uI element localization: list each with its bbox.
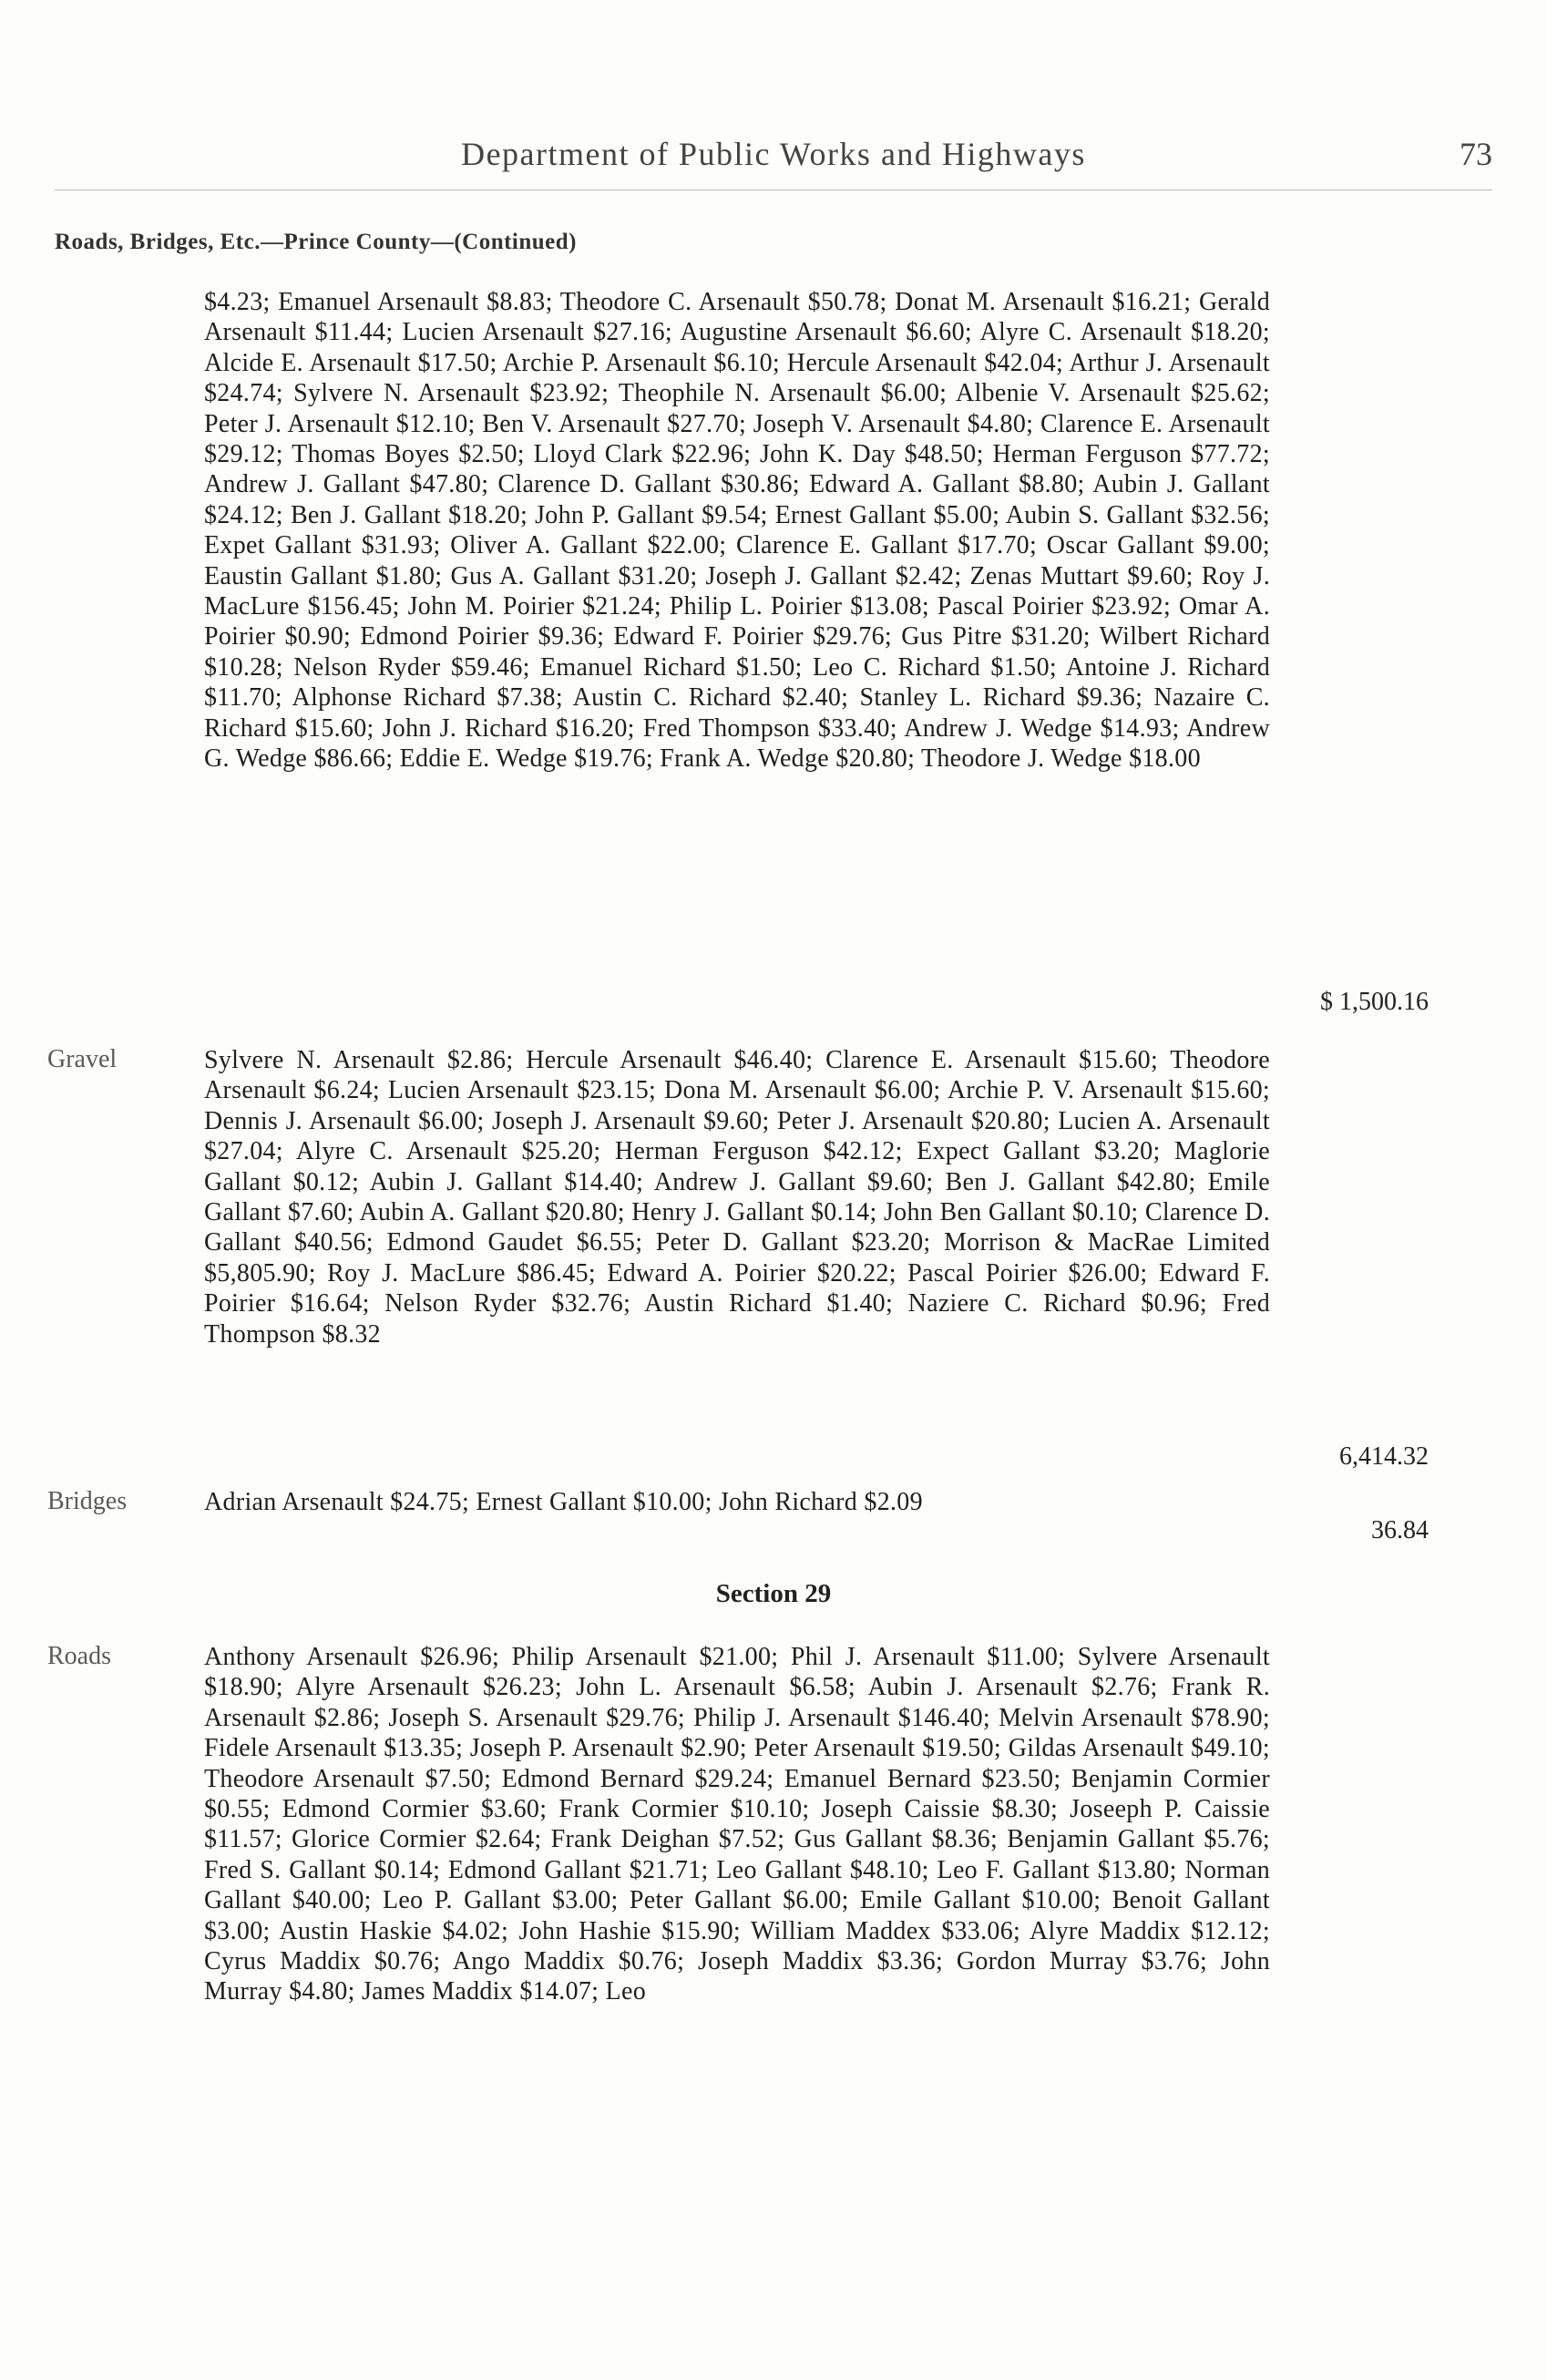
entry-body: Adrian Arsenault $24.75; Ernest Gallant $10.00; John Richard $2.09 [204,1488,923,1516]
page-number: 73 [1460,136,1492,172]
section-heading: Section 29 [715,1579,832,1608]
entry-label: Bridges [47,1487,128,1515]
continued-heading: Roads, Bridges, Etc.—Prince County—(Continued) [55,230,578,254]
entry-body: Anthony Arsenault $26.96; Philip Arsenault $21.00; Phil J. Arsenault $11.00; Sylvere Arsenault $18.90; Alyre Arsenault $26.23; John L. Arsenault $6.58; Aubin J. Arsenault $2.76; Frank R. Arsenault $2.86; Joseph S. Arsenault $29.76; Philip J. Arsenault $146.40; Melvin Arsenault $78.90; Fidele Arsenault $13.35; Joseph P. Arsenault $2.90; Peter Arsenault $19.50; Gildas Arsenault $49.10; Theodore Arsenault $7.50; Edmond Bernard $29.24; Emanuel Bernard $23.50; Benjamin Cormier $0.55; Edmond Cormier $3.60; Frank Cormier $10.10; Joseph Caissie $8.30; Joseeph P. Caissie $11.57; Glorice Cormier $2.64; Frank Deighan $7.52; Gus Gallant $8.36; Benjamin Gallant $5.76; Fred S. Gallant $0.14; Edmond Gallant $21.71; Leo Gallant $48.10; Leo F. Gallant $13.80; Norman Gallant $40.00; Leo P. Gallant $3.00; Peter Gallant $6.00; Emile Gallant $10.00; Benoit Gallant $3.00; Austin Haskie $4.02; John Hashie $15.90; William Maddex $33.06; Alyre Maddix $12.12; Cyrus Maddix $0.76; Ango Maddix $0.76; Joseph Maddix $3.36; Gordon Murray $3.76; John Murray $4.80; James Maddix $14.07; Leo [204,1643,1270,2006]
entry-body: $4.23; Emanuel Arsenault $8.83; Theodore C. Arsenault $50.78; Donat M. Arsenault $16.21; Gerald Arsenault $11.44; Lucien Arsenault $27.16; Augustine Arsenault $6.60; Alyre C. Arsenault $18.20; Alcide E. Arsenault $17.50; Archie P. Arsenault $6.10; Hercule Arsenault $42.04; Arthur J. Arsenault $24.74; Sylvere N. Arsenault $23.92; Theophile N. Arsenault $6.00; Albenie V. Arsenault $25.62; Peter J. Arsenault $12.10; Ben V. Arsenault $27.70; Joseph V. Arsenault $4.80; Clarence E. Arsenault $29.12; Thomas Boyes $2.50; Lloyd Clark $22.96; John K. Day $48.50; Herman Ferguson $77.72; Andrew J. Gallant $47.80; Clarence D. Gallant $30.86; Edward A. Gallant $8.80; Aubin J. Gallant $24.12; Ben J. Gallant $18.20; John P. Gallant $9.54; Ernest Gallant $5.00; Aubin S. Gallant $32.56; Expet Gallant $31.93; Oliver A. Gallant $22.00; Clarence E. Gallant $17.70; Oscar Gallant $9.00; Eaustin Gallant $1.80; Gus A. Gallant $31.20; Joseph J. Gallant $2.42; Zenas Muttart $9.60; Roy J. MacLure $156.45; John M. Poirier $21.24; Philip L. Poirier $13.08; Pascal Poirier $23.92; Omar A. Poirier $0.90; Edmond Poirier $9.36; Edward F. Poirier $29.76; Gus Pitre $31.20; Wilbert Richard $10.28; Nelson Ryder $59.46; Emanuel Richard $1.50; Leo C. Richard $1.50; Antoine J. Richard $11.70; Alphonse Richard $7.38; Austin C. Richard $2.40; Stanley L. Richard $9.36; Nazaire C. Richard $15.60; John J. Richard $16.20; Fred Thompson $33.40; Andrew J. Wedge $14.93; Andrew G. Wedge $86.66; Eddie E. Wedge $19.76; Frank A. Wedge $20.80; Theodore J. Wedge $18.00 [204,288,1270,774]
header-title: Department of Public Works and Highways [461,136,1086,172]
entry-total: 6,414.32 [1339,1442,1429,1471]
entry-body: Sylvere N. Arsenault $2.86; Hercule Arsenault $46.40; Clarence E. Arsenault $15.60; Theodore Arsenault $6.24; Lucien Arsenault $23.15; Dona M. Arsenault $6.00; Archie P. V. Arsenault $15.60; Dennis J. Arsenault $6.00; Joseph J. Arsenault $9.60; Peter J. Arsenault $20.80; Lucien A. Arsenault $27.04; Alyre C. Arsenault $25.20; Herman Ferguson $42.12; Expect Gallant $3.20; Maglorie Gallant $0.12; Aubin J. Gallant $14.40; Andrew J. Gallant $9.60; Ben J. Gallant $42.80; Emile Gallant $7.60; Aubin A. Gallant $20.80; Henry J. Gallant $0.14; John Ben Gallant $0.10; Clarence D. Gallant $40.56; Edmond Gaudet $6.55; Peter D. Gallant $23.20; Morrison & MacRae Limited $5,805.90; Roy J. MacLure $86.45; Edward A. Poirier $20.22; Pascal Poirier $26.00; Edward F. Poirier $16.64; Nelson Ryder $32.76; Austin Richard $1.40; Naziere C. Richard $0.96; Fred Thompson $8.32 [204,1046,1270,1349]
entry-label: Gravel [47,1045,118,1073]
entry-total: 36.84 [1371,1516,1429,1544]
page-header [55,135,1492,190]
entry-label: Roads [47,1642,111,1670]
entry-total: $ 1,500.16 [1320,988,1429,1016]
